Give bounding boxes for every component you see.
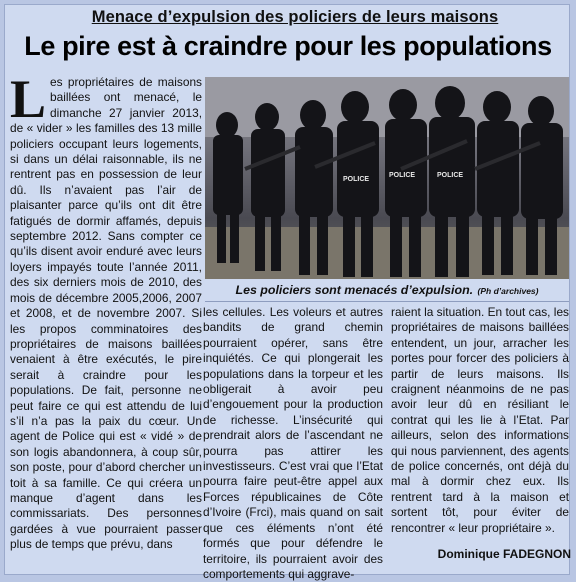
article-column-3 (391, 305, 569, 536)
svg-text:POLICE: POLICE (437, 172, 464, 179)
newspaper-page (4, 4, 571, 581)
paragraph (10, 69, 202, 553)
column-2-text: les cellules. Les voleurs et autres bandits de grand chemin pourraient opérer, sans être inquiétés. Ce qui plongerait les populations dans la torpeur et les obligerait à avoir peu d’engouement pour la production de richesse. L’insécurité qui prendrait alors de l’ascendant ne pourra pas attirer les investisseurs. C’est vrai que l’Etat pourra faire peut-être appel aux Forces républicaines de Côte d’Ivoire (Frci), mais quand on sait que ces éléments n’ont été formés que pour défendre le territoire, ils pourraient avoir des comportements qui aggrave- (203, 305, 383, 581)
police-photo-illustration (205, 77, 569, 279)
article-column-1 (10, 69, 202, 553)
svg-text:POLICE: POLICE (343, 176, 370, 183)
column-1-text: es propriétaires de maisons baillées ont menacé, le dimanche 27 janvier 2013, de « vider » les familles des 13 mille policiers occupant leurs logements, si dans un délai raisonnable, ils ne rentrent pas en possession de leur dû. Ils n’avaient pas l’air de plaisanter parce qu’ils ont dit être fatigués de dormir affamés, depuis septembre 2012. Sans compter ce qu’ils disent avoir enduré avec leurs loyers impayés toute l’année 2011, des six derniers mois de 2010, des mois de décembre 2005,2006, 2007 et 2008, et de novembre 2007. Si les propos comminatoires des propriétaires de maisons baillées venaient à être exécutés, le pire serait à craindre pour les populations. De fait, personne ne peut faire ce qui est attendu de lui s’il n’a pas la paix du cœur. Un agent de Police qui est « vidé » de son logis abandonnera, à coup sûr, son poste, pour d’abord chercher un toit à sa famille. Ce qui créera un manque d’agent dans les commissariats. Des personnes gardées à vue pourraient passer plus de temps que prévu, dans (10, 75, 202, 552)
column-3-text: raient la situation. En tout cas, les propriétaires de maisons baillées entendent, un jour, arracher les portes pour forcer des policiers à partir de leurs maisons. Ils craignent néanmoins de ne pas avoir leur dû en résiliant le contrat qui les lie à l’Etat. Par ailleurs, selon des informations qui nous parviennent, des agents de police concernés, ont déjà du mal à dormir chez eux. Ils rentrent tard à la maison et sortent tôt, pour éviter de rencontrer « leur propriétaire ». (391, 305, 569, 535)
article-headline: Le pire est à craindre pour les populations (24, 31, 552, 61)
article-byline: Dominique FADEGNON (437, 547, 571, 561)
photo-caption (205, 279, 569, 302)
article-photo-police-squad (205, 77, 569, 279)
drop-cap: L (10, 69, 47, 129)
article-column-2 (203, 305, 383, 582)
svg-text:POLICE: POLICE (389, 172, 416, 179)
caption-credit: (Ph d’archives) (477, 286, 539, 296)
article-kicker: Menace d’expulsion des policiers de leurs maisons (91, 8, 499, 26)
caption-text: Les policiers sont menacés d’expulsion. (235, 283, 474, 297)
